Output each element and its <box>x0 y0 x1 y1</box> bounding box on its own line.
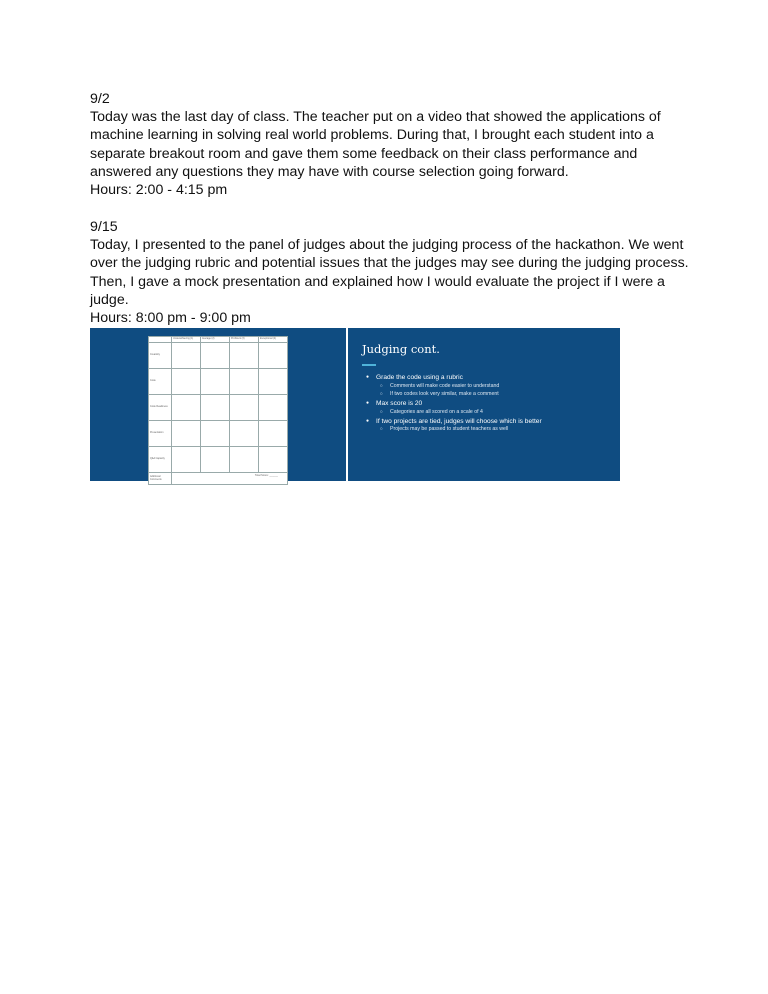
rubric-total: Total Score: ______ <box>254 474 278 477</box>
entry-text: Today, I presented to the panel of judges about the judging process of the hackathon. We went over the judging rubric and potential issues that the judges may see during the judging process. Then, I gave a mock presentation and explained how I would evaluate the project if I were a judge. <box>90 237 689 308</box>
rubric-table <box>148 336 288 485</box>
rubric-row-label: Additional Comments <box>149 473 172 485</box>
rubric-row <box>149 343 288 369</box>
bullet: ● If two projects are tied, judges will choose which is better <box>366 418 616 426</box>
entry-hours: Hours: 2:00 - 4:15 pm <box>90 182 228 199</box>
entry-date: 9/2 <box>90 91 110 107</box>
presentation-slides <box>90 328 620 481</box>
journal-entry-9-15 <box>90 218 690 327</box>
sub-bullet: ○ Categories are all scored on a scale of 4 <box>366 409 616 416</box>
journal-entry-9-2 <box>90 90 690 199</box>
rubric-row-label: Creativity <box>149 343 172 369</box>
bullet: ● Grade the code using a rubric <box>366 374 616 382</box>
rubric-header: Average (2) <box>201 337 230 343</box>
title-underline <box>362 364 376 366</box>
rubric-row-label: Presentation <box>149 421 172 447</box>
rubric-header: Proficient (3) <box>230 337 259 343</box>
entry-date: 9/15 <box>90 219 118 235</box>
slide-bullets <box>366 374 616 435</box>
judging-rubric-image <box>148 336 288 481</box>
rubric-header: Underachieving (1) <box>172 337 201 343</box>
rubric-row-label: Code Readiness <box>149 395 172 421</box>
sub-bullet: ○ If two codes look very similar, make a comment <box>366 391 616 398</box>
entry-hours: Hours: 8:00 pm - 9:00 pm <box>90 310 251 327</box>
rubric-header: Exceptional (4) <box>259 337 288 343</box>
sub-bullet: ○ Projects may be passed to student teachers as well <box>366 426 616 433</box>
judging-slide <box>348 328 620 481</box>
rubric-row-label: Q&A Capacity <box>149 447 172 473</box>
rubric-row <box>149 369 288 395</box>
rubric-row <box>149 421 288 447</box>
bullet: ● Max score is 20 <box>366 400 616 408</box>
rubric-row <box>149 447 288 473</box>
entry-text: Today was the last day of class. The teacher put on a video that showed the applications of machine learning in solving real world problems. During that, I brought each student into a separate breakout room and gave them some feedback on their class performance and answered any questions they may have with course selection going forward. <box>90 109 661 180</box>
slide-title: Judging cont. <box>362 342 440 356</box>
rubric-row-label: Code <box>149 369 172 395</box>
sub-bullet: ○ Comments will make code easier to understand <box>366 383 616 390</box>
rubric-row <box>149 395 288 421</box>
rubric-slide <box>90 328 346 481</box>
